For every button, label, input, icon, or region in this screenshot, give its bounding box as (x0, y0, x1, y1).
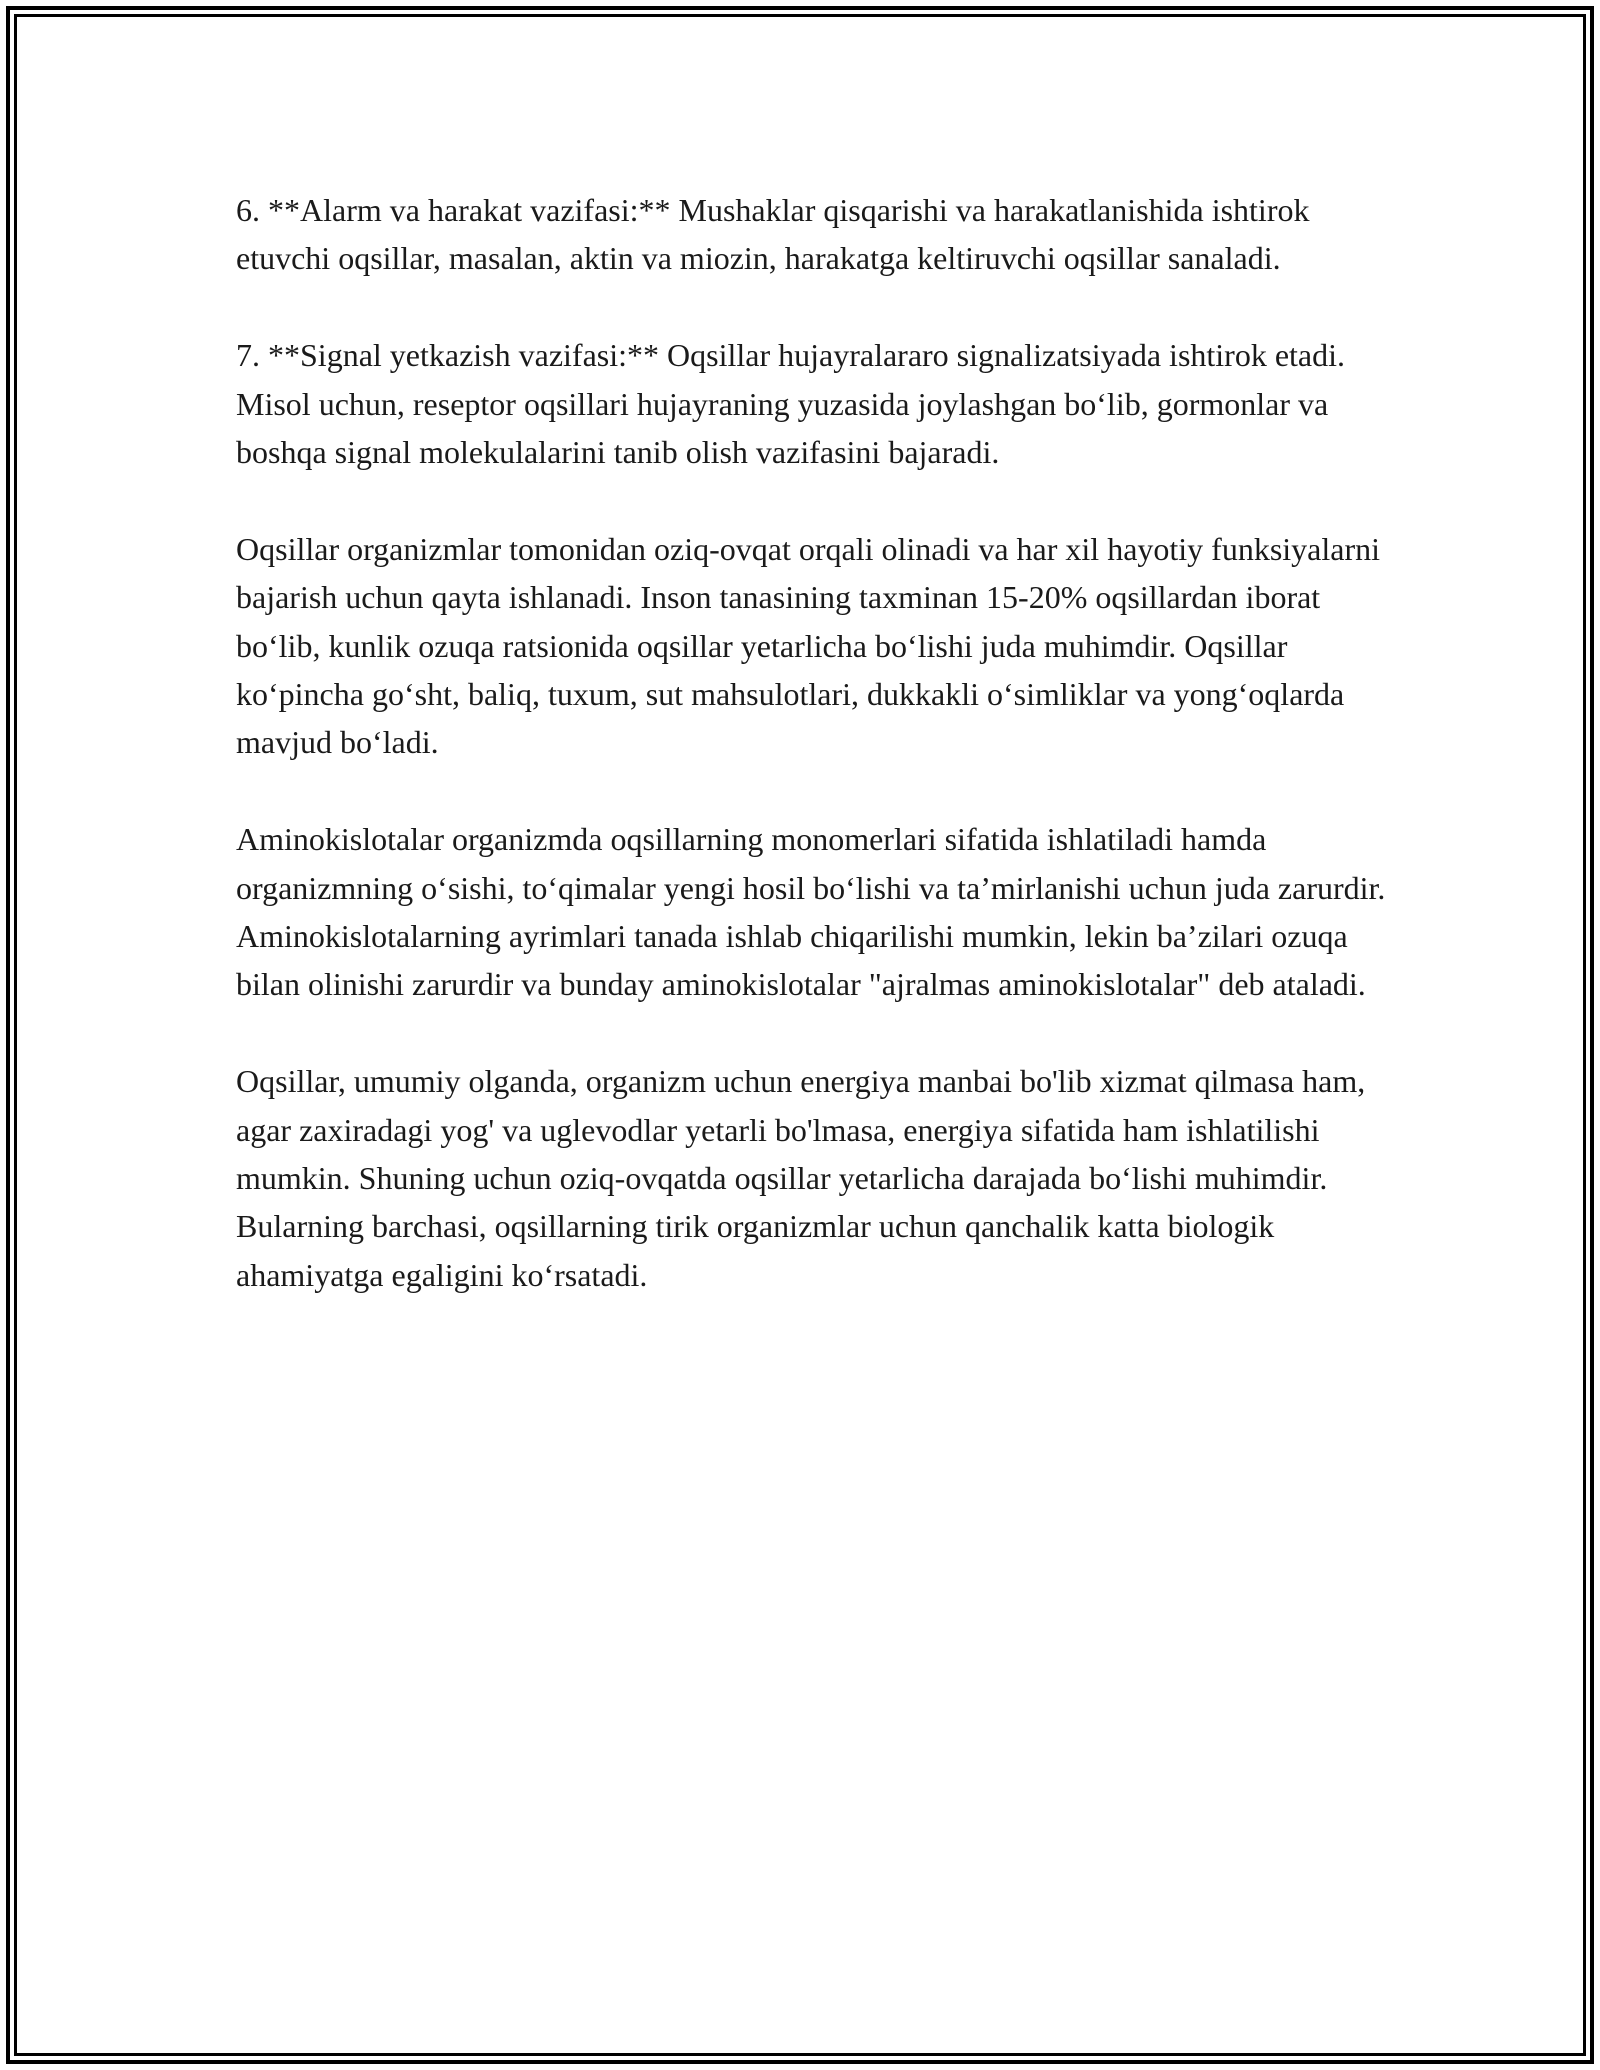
paragraph-signal-function: 7. **Signal yetkazish vazifasi:** Oqsillar hujayralararo signalizatsiyada ishtirok etadi. Misol uchun, reseptor oqsillari hujayraning yuzasida joylashgan bo‘lib, gormonlar va boshqa signal molekulalarini tanib olish vazifasini bajaradi. (236, 337, 1346, 471)
paragraph-amino-acids: Aminokislotalar organizmda oqsillarning monomerlari sifatida ishlatiladi hamda organizmning o‘sishi, to‘qimalar yengi hosil bo‘lishi va ta’mirlanishi uchun juda zarurdir. Aminokislotalarning ayrimlari tanada ishlab chiqarilishi mumkin, lekin ba’zilari ozuqa bilan olinishi zarurdir va bunday aminokislotalar "ajralmas aminokislotalar" deb ataladi. (236, 821, 1386, 1003)
document-body (236, 186, 1386, 1299)
paragraph-protein-sources: Oqsillar organizmlar tomonidan oziq-ovqat orqali olinadi va har xil hayotiy funksiyalarni bajarish uchun qayta ishlanadi. Inson tanasining taxminan 15-20% oqsillardan iborat bo‘lib, kunlik ozuqa ratsionida oqsillar yetarlicha bo‘lishi juda muhimdir. Oqsillar ko‘pincha go‘sht, baliq, tuxum, sut mahsulotlari, dukkakli o‘simliklar va yong‘oqlarda mavjud bo‘ladi. (236, 530, 1381, 761)
paragraph-energy-source: Oqsillar, umumiy olganda, organizm uchun energiya manbai bo'lib xizmat qilmasa ham, agar zaxiradagi yog' va uglevodlar yetarli bo'lmasa, energiya sifatida ham ishlatilishi mumkin. Shuning uchun oziq-ovqatda oqsillar yetarlicha darajada bo‘lishi muhimdir. Bularning barchasi, oqsillarning tirik organizmlar uchun qanchalik katta biologik ahamiyatga egaligini ko‘rsatadi. (236, 1063, 1366, 1293)
paragraph-motor-function: 6. **Alarm va harakat vazifasi:** Mushaklar qisqarishi va harakatlanishida ishtirok etuvchi oqsillar, masalan, aktin va miozin, harakatga keltiruvchi oqsillar sanaladi. (236, 192, 1310, 277)
